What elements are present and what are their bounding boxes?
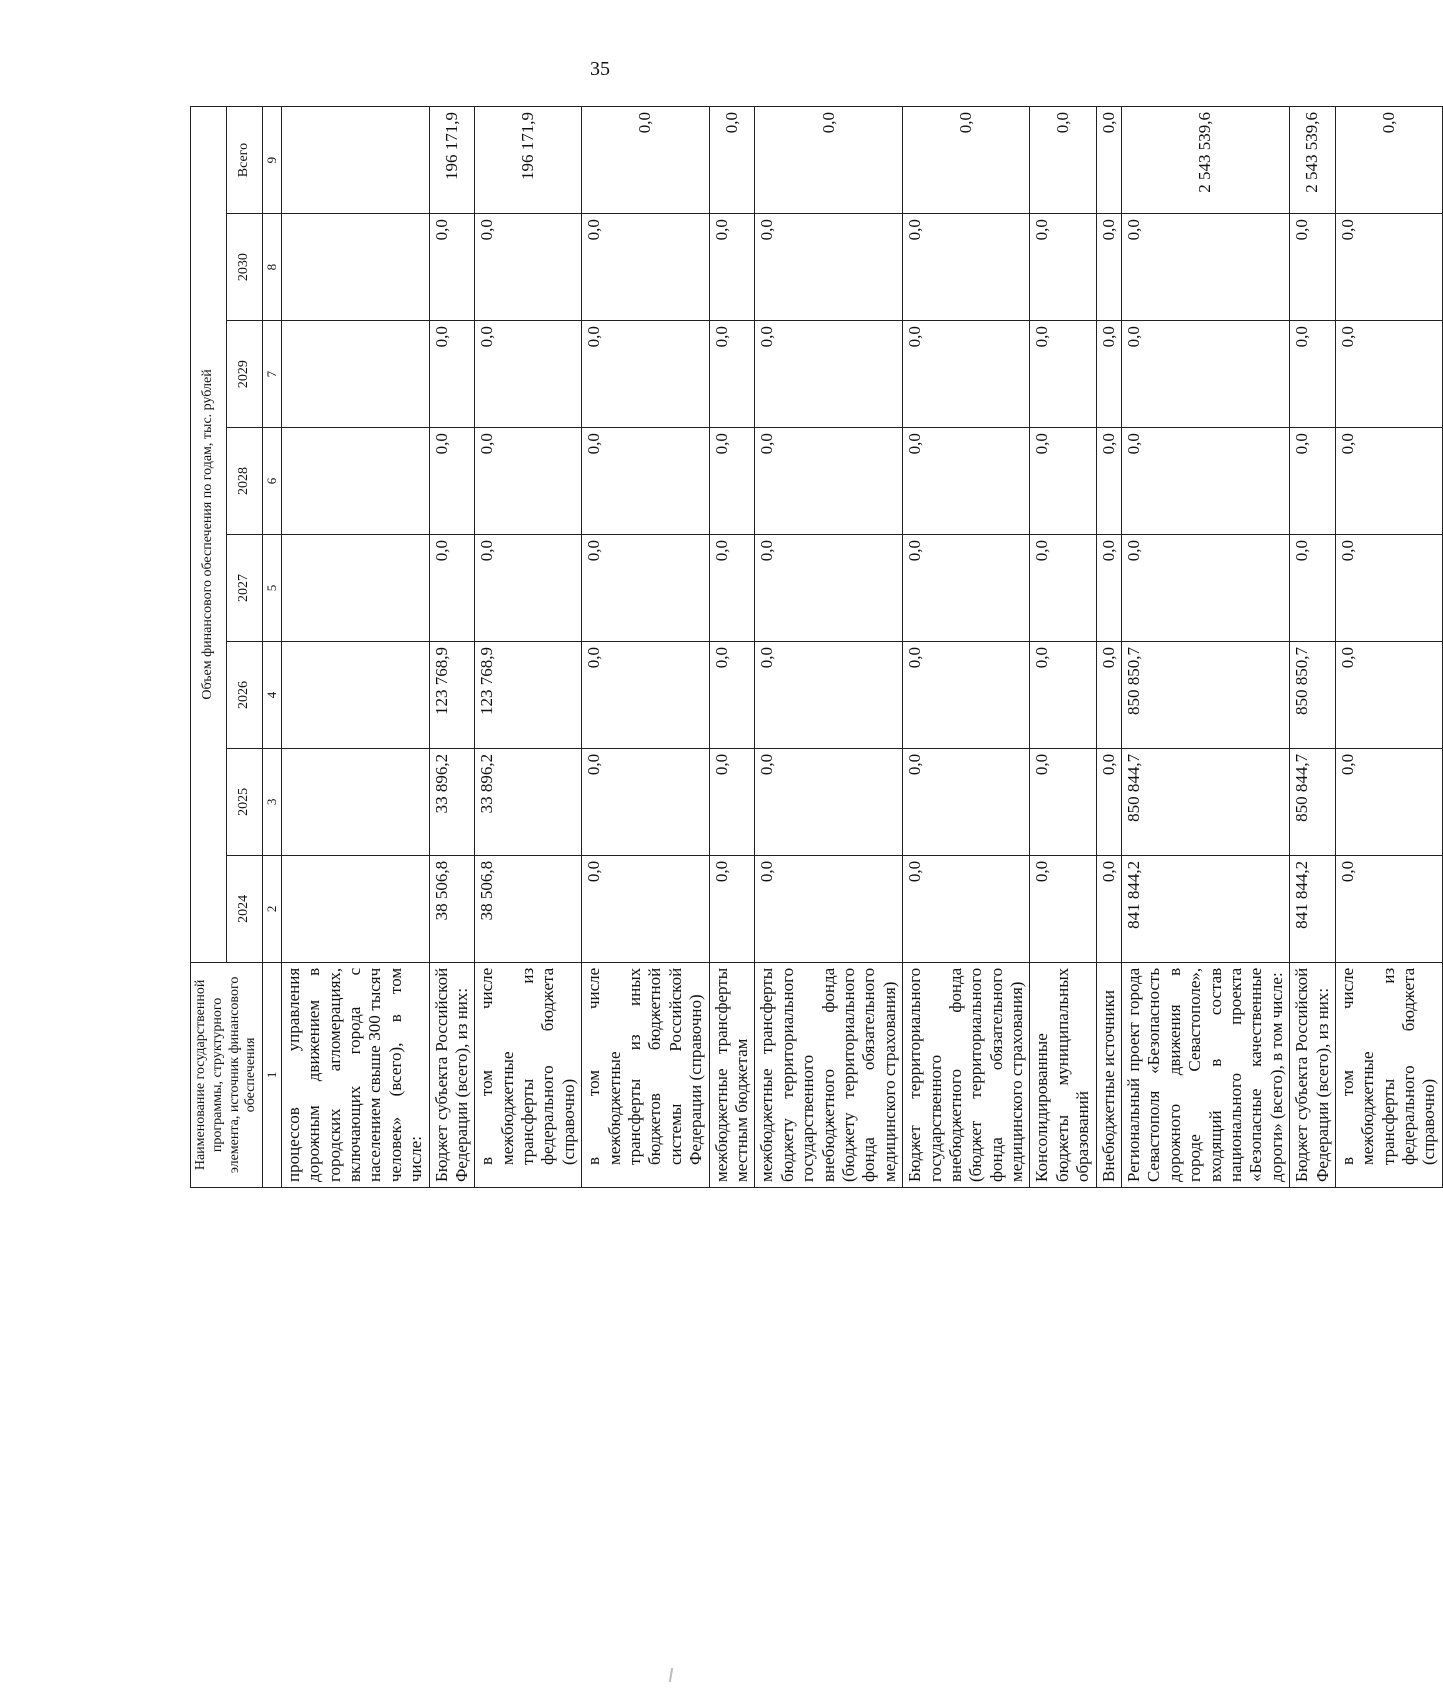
row-value: 0,0 bbox=[903, 428, 1030, 535]
row-value: 0,0 bbox=[1290, 535, 1336, 642]
header-index: 6 bbox=[263, 428, 282, 535]
row-value: 0,0 bbox=[429, 214, 475, 321]
row-value: 841 844,2 bbox=[1122, 855, 1290, 962]
row-value: 0,0 bbox=[755, 641, 903, 748]
row-value: 0,0 bbox=[475, 535, 582, 642]
row-value: 0,0 bbox=[903, 748, 1030, 855]
row-value: 0,0 bbox=[1335, 641, 1442, 748]
row-value bbox=[281, 855, 429, 962]
header-index: 3 bbox=[263, 748, 282, 855]
table-row bbox=[1096, 107, 1121, 1188]
row-value: 0,0 bbox=[475, 214, 582, 321]
row-value: 0,0 bbox=[903, 855, 1030, 962]
row-total: 196 171,9 bbox=[475, 107, 582, 214]
header-year: 2030 bbox=[227, 214, 263, 321]
table-row bbox=[1122, 107, 1290, 1188]
header-name-col: Наименование государственной программы, структурного элемента, источник финансового обеспечения bbox=[191, 962, 263, 1187]
row-value: 841 844,2 bbox=[1290, 855, 1336, 962]
row-value: 0,0 bbox=[755, 214, 903, 321]
row-value: 0,0 bbox=[1030, 428, 1096, 535]
row-value: 0,0 bbox=[1290, 428, 1336, 535]
header-index: 9 bbox=[263, 107, 282, 214]
row-value: 850 844,7 bbox=[1290, 748, 1336, 855]
row-value: 0,0 bbox=[1290, 321, 1336, 428]
row-value: 0,0 bbox=[1335, 748, 1442, 855]
row-value: 0,0 bbox=[582, 855, 709, 962]
table-row bbox=[281, 107, 429, 1188]
row-value: 0,0 bbox=[1096, 855, 1121, 962]
row-value: 0,0 bbox=[475, 321, 582, 428]
row-value: 0,0 bbox=[755, 748, 903, 855]
table-row bbox=[429, 107, 475, 1188]
row-total: 0,0 bbox=[755, 107, 903, 214]
header-index: 1 bbox=[263, 962, 282, 1187]
table-row bbox=[709, 107, 755, 1188]
row-total: 0,0 bbox=[582, 107, 709, 214]
row-value: 0,0 bbox=[755, 321, 903, 428]
row-value: 0,0 bbox=[582, 535, 709, 642]
row-name: процессов управления дорожным движением в городских агломерациях, включающих города с населением свыше 300 тысяч человек» (всего), в том числе: bbox=[281, 962, 429, 1187]
row-value: 0,0 bbox=[1290, 214, 1336, 321]
row-value: 0,0 bbox=[582, 428, 709, 535]
row-total: 0,0 bbox=[1096, 107, 1121, 214]
row-total: 0,0 bbox=[1335, 107, 1442, 214]
row-value: 850 850,7 bbox=[1122, 641, 1290, 748]
row-value: 0,0 bbox=[1030, 855, 1096, 962]
row-value: 0,0 bbox=[1335, 428, 1442, 535]
header-index: 8 bbox=[263, 214, 282, 321]
table-row bbox=[1335, 107, 1442, 1188]
header-row-index bbox=[263, 107, 282, 1188]
row-value: 0,0 bbox=[1335, 321, 1442, 428]
row-value bbox=[281, 428, 429, 535]
row-total: 196 171,9 bbox=[429, 107, 475, 214]
row-name: в том числе межбюджетные трансферты из федерального бюджета (справочно) bbox=[475, 962, 582, 1187]
row-value: 0,0 bbox=[1122, 321, 1290, 428]
header-year: 2026 bbox=[227, 641, 263, 748]
header-total: Всего bbox=[227, 107, 263, 214]
row-value: 0,0 bbox=[1335, 535, 1442, 642]
table-row bbox=[755, 107, 903, 1188]
row-name: Консолидированные бюджеты муниципальных образований bbox=[1030, 962, 1096, 1187]
row-value: 0,0 bbox=[1030, 748, 1096, 855]
row-total: 2 543 539,6 bbox=[1122, 107, 1290, 214]
header-index: 5 bbox=[263, 535, 282, 642]
row-value: 33 896,2 bbox=[475, 748, 582, 855]
row-value: 0,0 bbox=[755, 428, 903, 535]
header-index: 7 bbox=[263, 321, 282, 428]
row-value: 33 896,2 bbox=[429, 748, 475, 855]
header-group: Объем финансового обеспечения по годам, тыс. рублей bbox=[191, 107, 227, 963]
table-row bbox=[1030, 107, 1096, 1188]
row-value: 850 850,7 bbox=[1290, 641, 1336, 748]
header-year: 2027 bbox=[227, 535, 263, 642]
row-value: 0,0 bbox=[429, 321, 475, 428]
header-row-group bbox=[191, 107, 227, 1188]
row-value: 0,0 bbox=[709, 641, 755, 748]
row-value: 0,0 bbox=[1030, 214, 1096, 321]
row-value: 0,0 bbox=[709, 855, 755, 962]
row-value: 0,0 bbox=[1335, 855, 1442, 962]
row-value: 0,0 bbox=[582, 641, 709, 748]
row-value: 0,0 bbox=[1096, 748, 1121, 855]
row-total: 0,0 bbox=[903, 107, 1030, 214]
row-value: 0,0 bbox=[1030, 641, 1096, 748]
row-value: 0,0 bbox=[1096, 535, 1121, 642]
table-row bbox=[475, 107, 582, 1188]
table-body bbox=[281, 107, 1442, 1188]
scan-artifact bbox=[669, 1668, 673, 1682]
row-value: 0,0 bbox=[755, 855, 903, 962]
rotated-table-sheet bbox=[190, 106, 1439, 1188]
row-total: 2 543 539,6 bbox=[1290, 107, 1336, 214]
row-value: 0,0 bbox=[709, 428, 755, 535]
row-value: 0,0 bbox=[1122, 428, 1290, 535]
row-name: межбюджетные трансферты местным бюджетам bbox=[709, 962, 755, 1187]
row-value: 0,0 bbox=[429, 535, 475, 642]
row-value: 38 506,8 bbox=[429, 855, 475, 962]
row-value: 0,0 bbox=[709, 321, 755, 428]
row-value: 0,0 bbox=[582, 321, 709, 428]
row-value: 0,0 bbox=[1096, 321, 1121, 428]
row-value: 0,0 bbox=[1096, 214, 1121, 321]
row-value bbox=[281, 535, 429, 642]
header-year: 2024 bbox=[227, 855, 263, 962]
row-value: 38 506,8 bbox=[475, 855, 582, 962]
row-value bbox=[281, 321, 429, 428]
row-value: 0,0 bbox=[709, 748, 755, 855]
row-value: 0,0 bbox=[903, 321, 1030, 428]
row-value: 123 768,9 bbox=[475, 641, 582, 748]
row-name: в том числе межбюджетные трансферты из федерального бюджета (справочно) bbox=[1335, 962, 1442, 1187]
header-index: 4 bbox=[263, 641, 282, 748]
table-row bbox=[903, 107, 1030, 1188]
row-value: 0,0 bbox=[1335, 214, 1442, 321]
table-row bbox=[1290, 107, 1336, 1188]
row-total bbox=[281, 107, 429, 214]
row-value: 0,0 bbox=[1096, 428, 1121, 535]
row-value bbox=[281, 641, 429, 748]
financing-table bbox=[190, 106, 1443, 1188]
row-name: Региональный проект города Севастополя «Безопасность дорожного движения в городе Севастополе», входящий в состав национального проекта «Безопасные качественные дороги» (всего), в том числе: bbox=[1122, 962, 1290, 1187]
row-value: 0,0 bbox=[903, 641, 1030, 748]
row-value: 0,0 bbox=[1122, 214, 1290, 321]
row-value: 0,0 bbox=[582, 748, 709, 855]
row-value: 0,0 bbox=[1030, 535, 1096, 642]
row-value: 123 768,9 bbox=[429, 641, 475, 748]
row-value: 0,0 bbox=[709, 535, 755, 642]
row-value: 0,0 bbox=[475, 428, 582, 535]
page-number: 35 bbox=[590, 58, 610, 80]
row-name: Внебюджетные источники bbox=[1096, 962, 1121, 1187]
row-name: Бюджет субъекта Российской Федерации (всего), из них: bbox=[429, 962, 475, 1187]
row-value: 0,0 bbox=[709, 214, 755, 321]
row-total: 0,0 bbox=[1030, 107, 1096, 214]
header-year: 2029 bbox=[227, 321, 263, 428]
row-value bbox=[281, 748, 429, 855]
row-value bbox=[281, 214, 429, 321]
row-value: 0,0 bbox=[903, 214, 1030, 321]
row-value: 0,0 bbox=[1122, 535, 1290, 642]
header-year: 2025 bbox=[227, 748, 263, 855]
row-value: 0,0 bbox=[1096, 641, 1121, 748]
row-name: в том числе межбюджетные трансферты из иных бюджетов бюджетной системы Российской Федерации (справочно) bbox=[582, 962, 709, 1187]
header-year: 2028 bbox=[227, 428, 263, 535]
table-row bbox=[582, 107, 709, 1188]
row-total: 0,0 bbox=[709, 107, 755, 214]
row-value: 0,0 bbox=[1030, 321, 1096, 428]
row-value: 850 844,7 bbox=[1122, 748, 1290, 855]
header-index: 2 bbox=[263, 855, 282, 962]
row-name: Бюджет территориального государственного внебюджетного фонда (бюджет территориального фонда обязательного медицинского страхования) bbox=[903, 962, 1030, 1187]
row-name: Бюджет субъекта Российской Федерации (всего), из них: bbox=[1290, 962, 1336, 1187]
row-value: 0,0 bbox=[755, 535, 903, 642]
row-value: 0,0 bbox=[903, 535, 1030, 642]
row-value: 0,0 bbox=[429, 428, 475, 535]
row-name: межбюджетные трансферты бюджету территориального государственного внебюджетного фонда (бюджету территориального фонда обязательного медицинского страхования) bbox=[755, 962, 903, 1187]
row-value: 0,0 bbox=[582, 214, 709, 321]
